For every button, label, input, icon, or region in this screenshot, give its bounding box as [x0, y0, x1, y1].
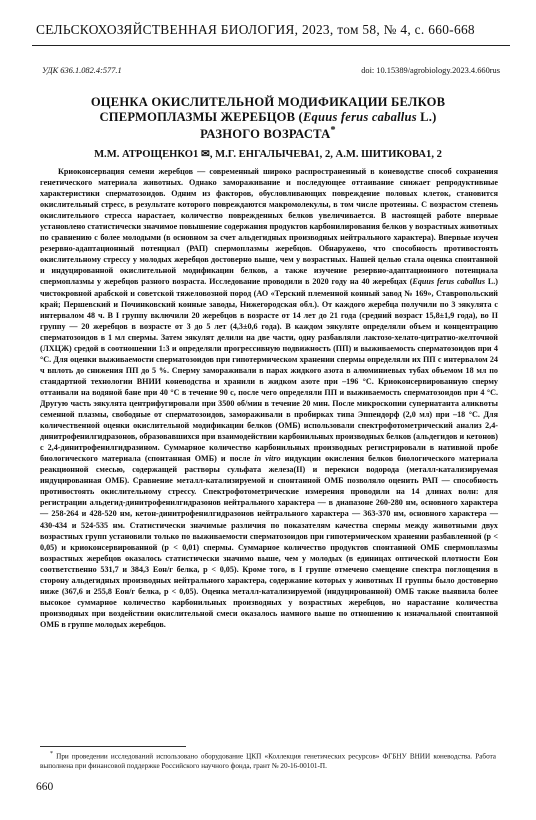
journal-running-header: СЕЛЬСКОХОЗЯЙСТВЕННАЯ БИОЛОГИЯ, 2023, том 58, № 4, с. 660-668 [36, 22, 475, 37]
title-line-3-text: РАЗНОГО ВОЗРАСТА [200, 127, 331, 142]
title-line-2-part-a: СПЕРМОПЛАЗМЫ ЖЕРЕБЦОВ ( [99, 109, 303, 124]
header-rule [32, 45, 510, 46]
abstract-part-2: L.) чистокровной арабской и советской тяжеловозной пород (АО «Терский племенной конный завод № 169», Ставропольский край; Першевский и Починковский конные заводы, Нижегородская обл.). От каждого жеребца получили по 3 эякулята с интервалом 48 ч. В I группу включили 20 жеребцов в возрасте от 14 лет до 21 года (средний возраст 15,8±1,9 года), во II группу — 20 жеребцов в возрасте от 3 до 5 лет (4,3±0,6 года). В каждом эякуляте определяли объем и концентрацию сперматозоидов в 1 мл спермы. Затем эякулят делили на две части, одну разбавляли лактозо-хелато-цитратно-желточной (ЛХЦЖ) средой в соотношении 1:3 и определяли прогрессивную подвижность (ПП) и выживаемость сперматозоидов при 4 °С. Для оценки выживаемости сперматозоидов при гипотермическом хранении спермы определяли их ПП с интервалом 24 ч вплоть до снижения ПП до 5 %. Сперму замораживали в парах жидкого азота в алюминиевых тубах объемом 18 мл по стандартной технологии ВНИИ коневодства и хранили в жидком азоте при –196 °С. Криоконсервированную сперму оттаивали на водяной бане при 40 °С в течение 90 с, после чего определяли ПП и выживаемость сперматозоидов при 4 °С. Другую часть эякулята центрифугировали при 3500 об/мин в течение 20 мин. После микроскопии супернатанта аликвоты семенной плазмы, свободные от сперматозоидов, замораживали в пробирках типа Эппендорф (2,0 мл) при –18 °С. Для количественной оценки окислительной модификации белков (ОМБ) использовали спектрофотометрический анализ 2,4-динитрофенилгидразонов, образовавшихся при взаимодействии карбонильных производных белков (альдегидов и кетонов) с 2,4-динитрофенилгидразином. Суммарное количество карбонильных производных регистрировали в нативной пробе биологического материала (спонтанная ОМБ) и после [40, 277, 499, 464]
article-title [40, 95, 496, 142]
footnote-text: При проведении исследований использовано оборудование ЦКП «Коллекция генетических ресурсов» ФГБНУ ВНИИ коневодства. Работа выполнена при финансовой поддержке Российского научного фонда, грант № 20-16-00101-П. [40, 752, 496, 770]
abstract-part-3: индукции окисления белков биологического материала реакционной смесью, содержащей растворы сульфата железа(II) и перекиси водорода (металл-катализируемая индуцированная ОМБ). Сравнение металл-катализируемой и спонтанной ОМБ позволяло оценить РАП — способность противостоять окислительному стрессу. Спектрофотометрические измерения проводили на 14 длинах волн: для регистрации альдегид-динитрофенилгидразонов нейтрального характера — в диапазоне 260-280 нм, основного характера — 258-264 и 428-520 нм, кетон-динитрофенилгидразонов нейтрального характера — 363-370 нм, основного характера — 430-434 и 524-535 нм. Статистически значимые различия по показателям качества спермы между животными двух возрастных групп установили только по выживаемости сперматозоидов при гипотермическом хранении разбавленной (p < 0,05) и криоконсервированной (p < 0,01) спермы. Суммарное количество продуктов спонтанной ОМБ спермоплазмы возрастных жеребцов оказалось статистически значимо выше, чем у молодых (в единицах оптической плотности Еон соответственно 531,7 и 384,3 Еон/г белка, р < 0,05). Кроме того, в I группе отмечено смещение спектра поглощения в сторону альдегидных производных нейтрального характера, содержание которых у животных II группы было достоверно ниже (367,6 и 255,8 Еон/г белка, р < 0,05). Оценка металл-катализируемой (индуцированной) ОМБ также выявила более высокое суммарное количество карбонильных производных у возрастных жеребцов, но нарастание количества производных при воздействии окислительной смеси оказалось намного выше по отношению к изначальной спонтанной ОМБ в группе молодых жеребцов. [40, 454, 498, 629]
title-line-2 [40, 110, 496, 125]
abstract [40, 166, 498, 630]
footnote [40, 750, 496, 771]
abstract-part-1: Криоконсервация семени жеребцов — современный широко распространенный в коневодстве способ сохранения генетического материала животных. Однако замораживание и последующее оттаивание снижает репродуктивные характеристики сперматозоидов. Одним из факторов, обусловливающих повреждение половых клеток, становится окислительный стресс, в результате которого повреждаются макромолекулы, в том числе протеины. С возрастом степень окислительного стресса нарастает, количество поврежденных белков увеличивается. В настоящей работе впервые установлено статистически значимое повышение содержания продуктов карбонилирования белков у возрастных животных по сравнению с более молодыми (в основном за счет альдегидных производных нейтрального характера). Впервые изучен резервно-адаптационный потенциал (РАП) спермоплазмы жеребцов. Обнаружено, что способность противостоять окислительному стрессу у молодых жеребцов достоверно выше, чем у возрастных. Нашей целью стала оценка спонтанной и индуцированной окислительной модификации белков, а также изучение резервно-адаптационного потенциала спермоплазмы у жеребцов разного возраста. Исследование проводили в 2020 году на 40 жеребцах ( [40, 167, 498, 287]
footnote-mark: * [50, 751, 53, 757]
title-species: Equus ferus caballus [302, 109, 417, 124]
udk-code: УДК 636.1.082.4:577.1 [42, 66, 122, 75]
title-line-3 [40, 124, 496, 142]
doi-link[interactable]: doi: 10.15389/agrobiology.2023.4.660rus [361, 66, 500, 75]
footnote-rule [40, 746, 186, 747]
title-line-1: ОЦЕНКА ОКИСЛИТЕЛЬНОЙ МОДИФИКАЦИИ БЕЛКОВ [90, 95, 446, 109]
abstract-in-vitro: in vitro [254, 454, 281, 464]
abstract-species: Equus ferus caballus [412, 277, 485, 287]
title-line-2-part-b: L.) [416, 109, 437, 124]
title-footnote-mark: * [330, 125, 336, 136]
author-list: М.М. АТРОЩЕНКО1 ✉, М.Г. ЕНГАЛЫЧЕВА1, 2, А.М. ШИТИКОВА1, 2 [94, 149, 442, 160]
page-number: 660 [36, 781, 54, 793]
